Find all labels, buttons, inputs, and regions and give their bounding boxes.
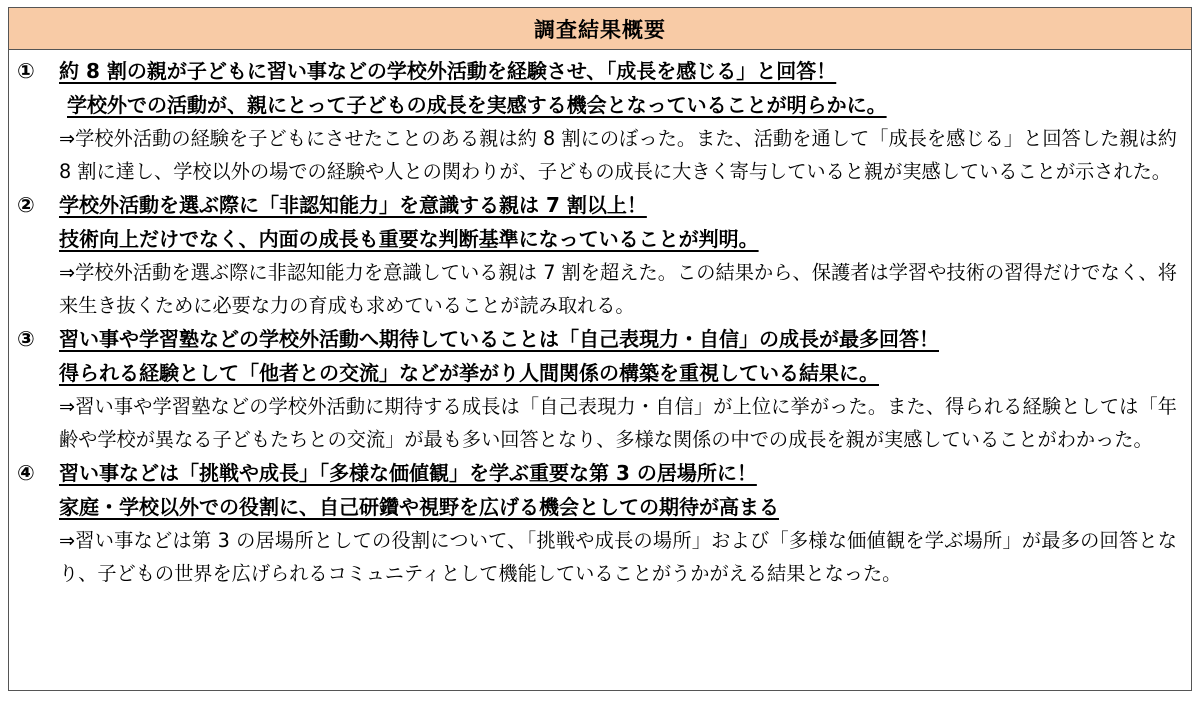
finding-4 (17, 456, 1183, 590)
finding-headline-row (17, 456, 1183, 490)
finding-body: ⇒習い事などは第 3 の居場所としての役割について、「挑戦や成長の場所」および「多様な価値観を学ぶ場所」が最多の回答となり、子どもの世界を広げられるコミュニティとして機能していることがうかがえる結果となった。 (59, 529, 1177, 585)
summary-content (9, 50, 1191, 590)
finding-headline: 習い事などは「挑戦や成長」「多様な価値観」を学ぶ重要な第 3 の居場所に！ (59, 461, 757, 485)
finding-headline-row (17, 188, 1183, 222)
summary-title: 調査結果概要 (534, 17, 666, 42)
finding-subheadline-row (17, 490, 1183, 524)
finding-subheadline: 得られる経験として「他者との交流」などが挙がり人間関係の構築を重視している結果に。 (59, 361, 879, 385)
finding-number: ④ (17, 461, 35, 485)
finding-body: ⇒学校外活動を選ぶ際に非認知能力を意識している親は 7 割を超えた。この結果から、保護者は学習や技術の習得だけでなく、将来生き抜くために必要な力の育成も求めていることが読み取れる。 (59, 261, 1177, 317)
finding-subheadline-row (17, 356, 1183, 390)
finding-headline-row (17, 54, 1183, 88)
finding-subheadline: 家庭・学校以外での役割に、自己研鑽や視野を広げる機会としての期待が高まる (59, 495, 779, 519)
finding-number: ② (17, 193, 35, 217)
finding-headline: 約 8 割の親が子どもに習い事などの学校外活動を経験させ、「成長を感じる」と回答！ (59, 59, 837, 83)
finding-headline-row (17, 322, 1183, 356)
finding-headline: 習い事や学習塾などの学校外活動へ期待していることは「自己表現力・自信」の成長が最多回答！ (59, 327, 939, 351)
finding-body: ⇒習い事や学習塾などの学校外活動に期待する成長は「自己表現力・自信」が上位に挙がった。また、得られる経験としては「年齢や学校が異なる子どもたちとの交流」が最も多い回答となり、多様な関係の中での成長を親が実感していることがわかった。 (59, 395, 1177, 451)
finding-number: ① (17, 59, 35, 83)
summary-box (8, 7, 1192, 691)
finding-3 (17, 322, 1183, 456)
finding-number: ③ (17, 327, 35, 351)
finding-2 (17, 188, 1183, 322)
finding-subheadline-row (17, 222, 1183, 256)
finding-subheadline: 技術向上だけでなく、内面の成長も重要な判断基準になっていることが判明。 (59, 227, 759, 251)
finding-1 (17, 54, 1183, 188)
finding-subheadline-row (17, 88, 1183, 122)
summary-header (9, 8, 1191, 50)
finding-body: ⇒学校外活動の経験を子どもにさせたことのある親は約 8 割にのぼった。また、活動を通して「成長を感じる」と回答した親は約 8 割に達し、学校以外の場での経験や人との関わりが、子どもの成長に大きく寄与していると親が実感していることが示された。 (59, 127, 1177, 183)
finding-subheadline: 学校外での活動が、親にとって子どもの成長を実感する機会となっていることが明らかに。 (67, 93, 887, 117)
finding-headline: 学校外活動を選ぶ際に「非認知能力」を意識する親は 7 割以上！ (59, 193, 647, 217)
